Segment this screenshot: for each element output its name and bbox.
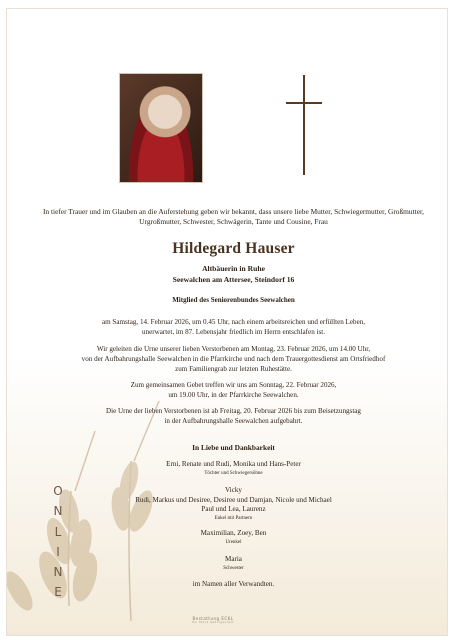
family-names: Paul und Lea, Laurenz — [201, 505, 266, 513]
thanks-heading: In Liebe und Dankbarkeit — [192, 443, 275, 452]
paragraph-line: Die Urne der lieben Verstorbenen ist ab Freitag, 20. Februar 2026 bis zum Beisetzungstag — [106, 407, 361, 415]
online-letter: I — [56, 544, 60, 559]
family-group-grandchildren — [27, 486, 440, 522]
occupation: Altbäuerin in Ruhe — [202, 264, 265, 273]
family-relation: Schwester — [223, 565, 244, 571]
obituary-card — [6, 8, 448, 636]
family-names: Maximilian, Zoey, Ben — [200, 529, 267, 537]
family-names: Maria — [225, 555, 242, 563]
paragraph-line: Wir geleiten die Urne unserer lieben Verstorbenen am Montag, 23. Februar 2026, um 14.00 Uhr, — [96, 345, 371, 353]
paragraph-viewing — [27, 406, 440, 426]
membership: Mitglied des Seniorenbundes Seewalchen — [172, 296, 295, 304]
address: Seewalchen am Attersee, Steindorf 16 — [172, 275, 295, 284]
logo-name: Bestattung ECKL — [192, 616, 234, 621]
online-letter: N — [53, 504, 63, 519]
paragraph-line: von der Aufbahrungshalle Seewalchen in die Pfarrkirche und nach dem Trauergottesdienst am Ortsfriedhof — [81, 355, 386, 364]
deceased-portrait-photo — [119, 73, 203, 183]
family-group-daughters — [27, 460, 440, 477]
paragraph-passing — [27, 317, 440, 337]
paragraph-line: unerwartet, im 87. Lebensjahr friedlich im Herrn entschlafen ist. — [142, 328, 325, 337]
online-letter: L — [54, 524, 62, 539]
family-relation: Enkel mit Partnern — [214, 515, 253, 521]
family-relation: Urenkel — [225, 539, 242, 545]
paragraph-line: am Samstag, 14. Februar 2026, um 0.45 Uhr, nach einem arbeitsreichen und erfüllten Leben, — [101, 318, 366, 326]
cross-icon — [286, 75, 322, 175]
funeral-home-logo — [181, 616, 245, 624]
family-group-great-grandchildren — [27, 529, 440, 546]
paragraph-line: in der Aufbahrungshalle Seewalchen aufgebahrt. — [164, 417, 303, 426]
intro-text: In tiefer Trauer und im Glauben an die Auferstehung geben wir bekannt, dass unsere liebe Mutter, Schwiegermutter, Großmutter, Urgroßmutter, Schwester, Schwägerin, Tante und Cousine, Frau — [42, 207, 425, 226]
closing-line: im Namen aller Verwandten. — [192, 580, 275, 588]
online-letter: O — [53, 484, 63, 498]
paragraph-line: Zum gemeinsamen Gebet treffen wir uns am Sonntag, 22. Februar 2026, — [130, 381, 337, 389]
online-vertical-label — [51, 481, 65, 603]
family-group-sister — [27, 555, 440, 572]
paragraph-prayer — [27, 380, 440, 400]
paragraph-line: zum Familiengrab zur letzten Ruhestätte. — [175, 365, 292, 374]
paragraph-funeral — [27, 344, 440, 375]
family-names: Rudi, Markus und Desiree, Desiree und Damjan, Nicole und Michael — [135, 495, 332, 504]
logo-tagline: Ein Stück Geborgenheit — [192, 621, 234, 624]
family-names: Erni, Renate und Rudi, Monika und Hans-Peter — [166, 460, 301, 468]
family-relation: Töchter und Schwiegersöhne — [204, 470, 263, 476]
online-letter: E — [54, 585, 62, 600]
online-letter: N — [53, 565, 63, 580]
paragraph-line: um 19.00 Uhr, in der Pfarrkirche Seewalchen. — [168, 391, 299, 400]
family-names: Vicky — [225, 486, 242, 494]
deceased-name: Hildegard Hauser — [172, 240, 295, 257]
